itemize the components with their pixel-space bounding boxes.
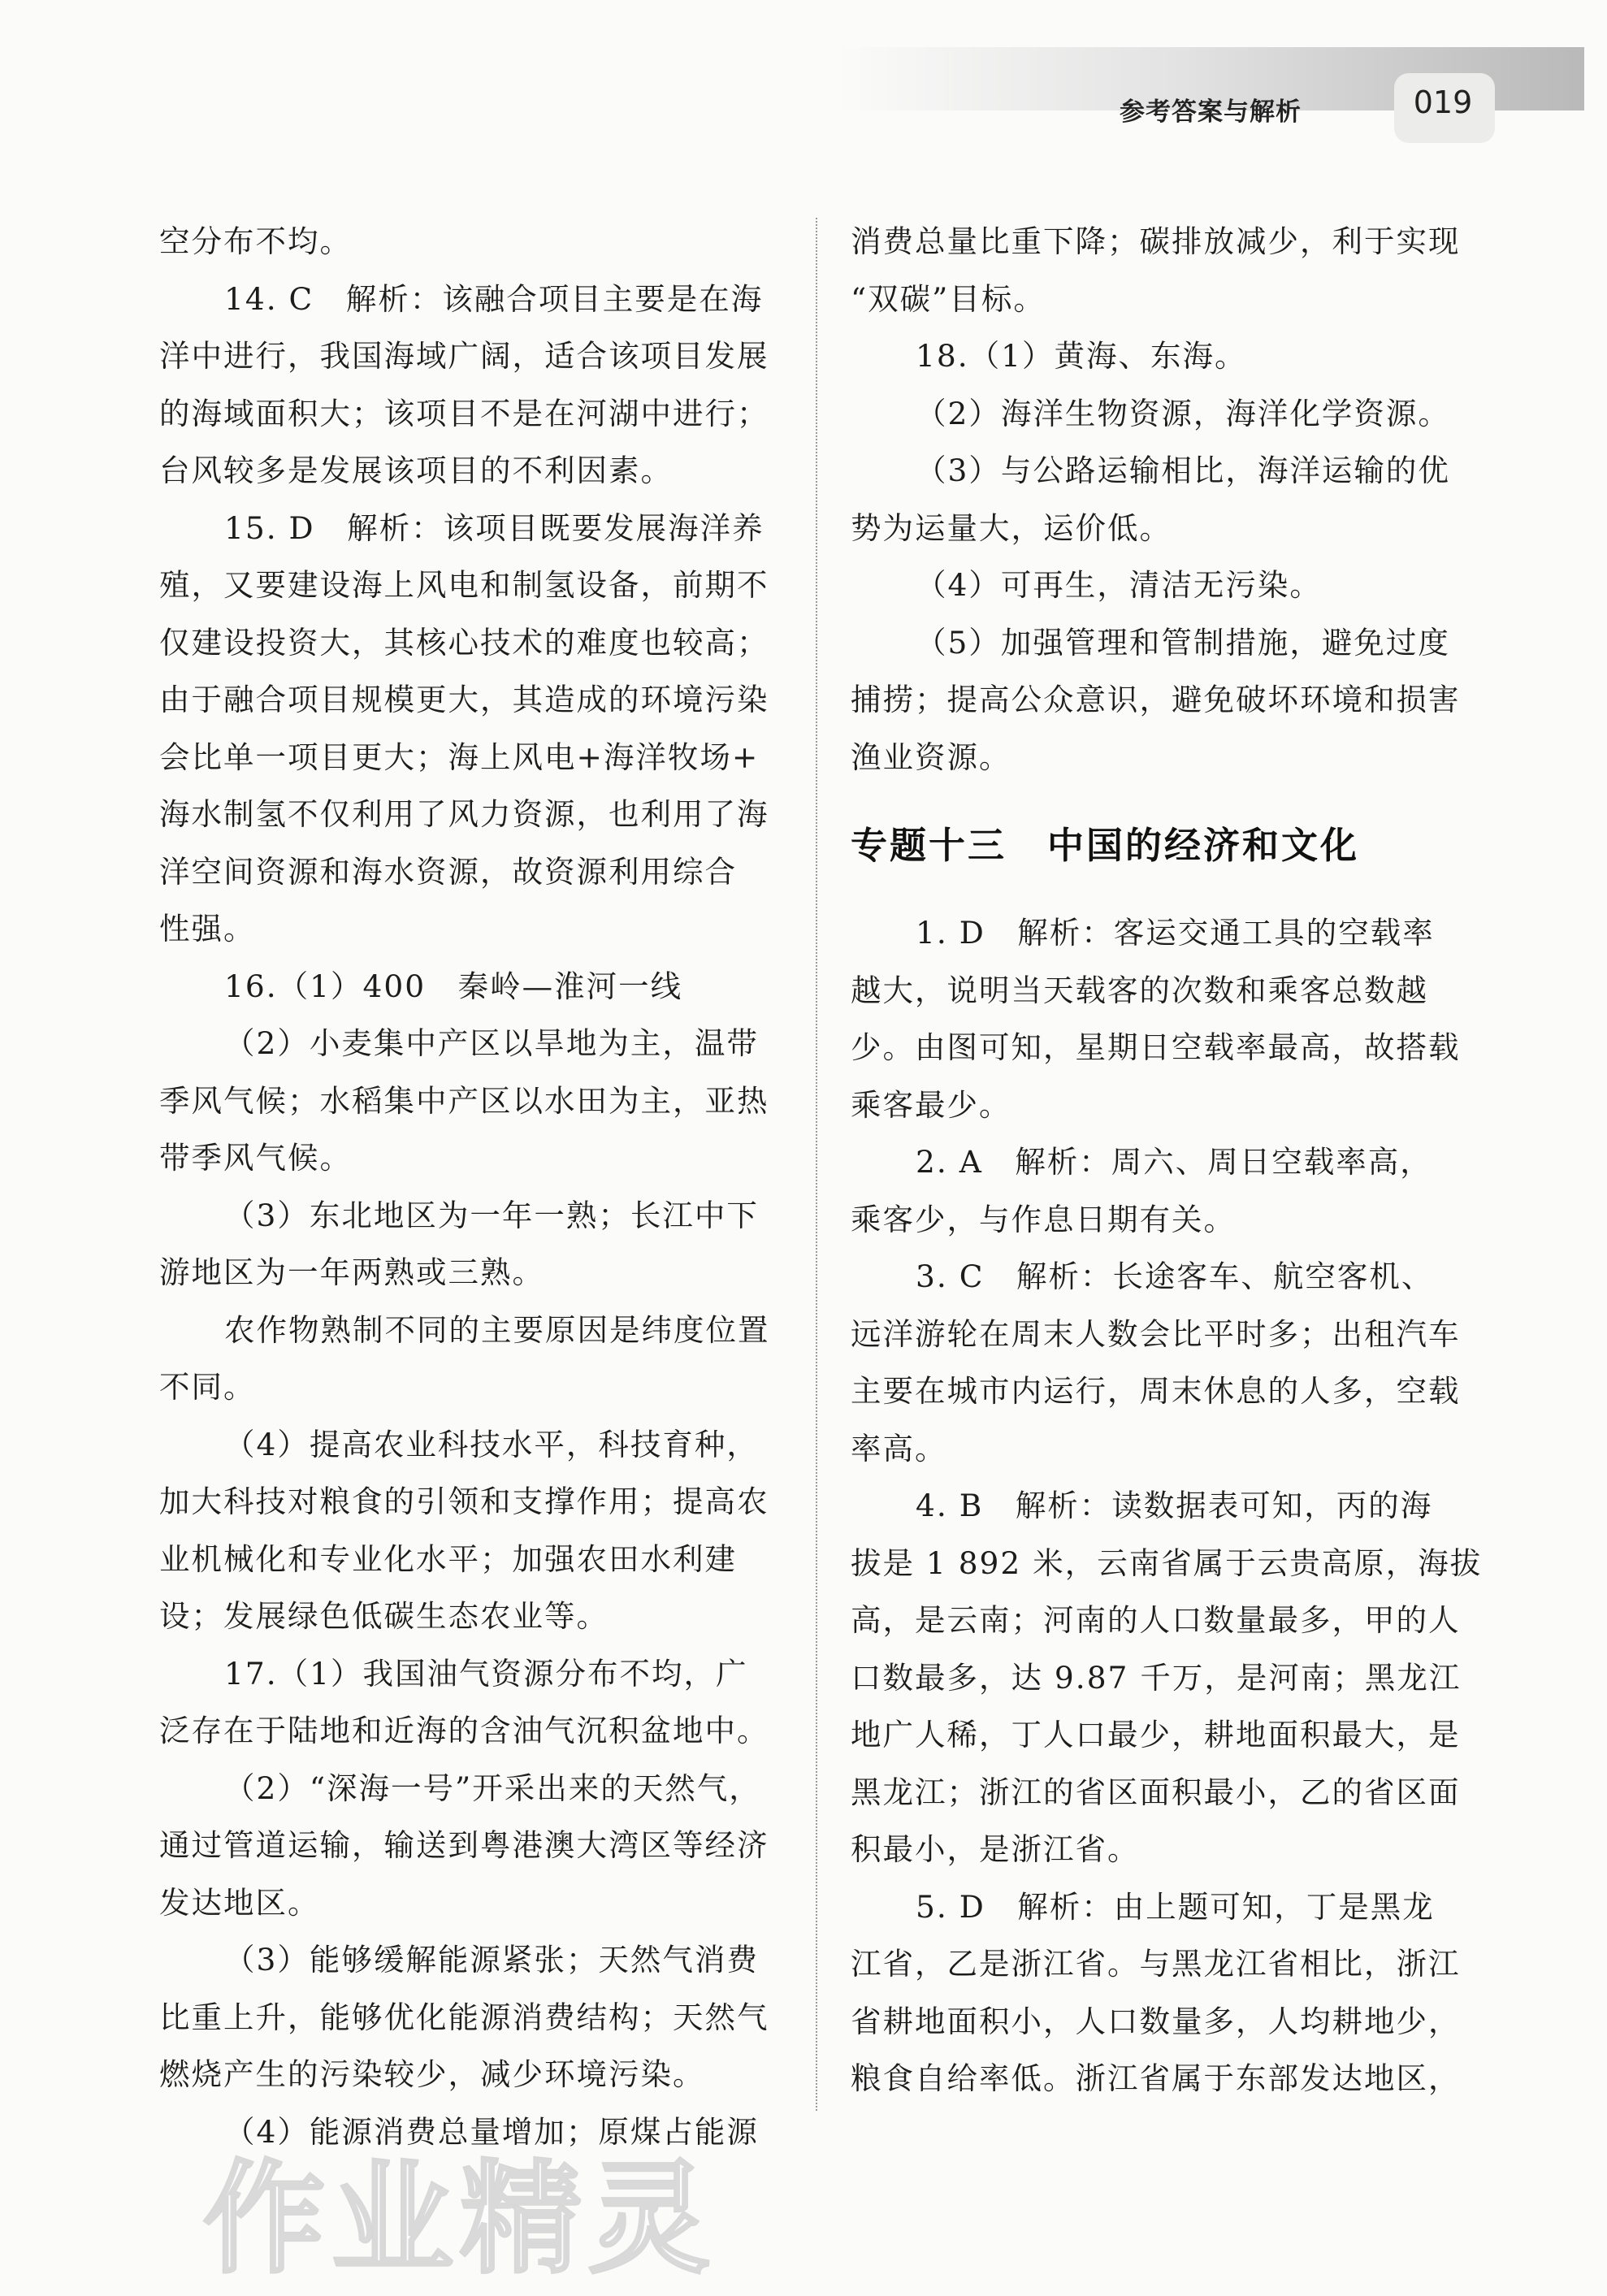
text-line: 5. D 解析：由上题可知，丁是黑龙 bbox=[916, 1888, 1435, 1925]
text-line: （4）能源消费总量增加；原煤占能源 bbox=[224, 2113, 759, 2150]
text-line: 远洋游轮在周末人数会比平时多；出租汽车 bbox=[851, 1315, 1461, 1352]
text-line: （5）加强管理和管制措施，避免过度 bbox=[916, 624, 1450, 661]
text-line: （2）海洋生物资源，海洋化学资源。 bbox=[916, 395, 1450, 431]
text-line: 由于融合项目规模更大，其造成的环境污染 bbox=[159, 682, 769, 717]
text-line: 不同。 bbox=[159, 1369, 256, 1405]
text-line: 洋空间资源和海水资源，故资源利用综合 bbox=[159, 853, 737, 890]
text-line: 海水制氢不仅利用了风力资源，也利用了海 bbox=[159, 796, 769, 832]
section-heading bbox=[851, 807, 1476, 885]
text-line: 高，是云南；河南的人口数量最多，甲的人 bbox=[851, 1602, 1461, 1638]
text-line: 4. B 解析：读数据表可知，丙的海 bbox=[916, 1488, 1433, 1523]
text-line: 主要在城市内运行，周末休息的人多，空载 bbox=[851, 1373, 1461, 1409]
text-line: 设；发展绿色低碳生态农业等。 bbox=[159, 1598, 609, 1634]
text-line: 季风气候；水稻集中产区以水田为主，亚热 bbox=[159, 1082, 769, 1119]
text-line: 燃烧产生的污染较少，减少环境污染。 bbox=[159, 2056, 705, 2092]
text-line: 乘客少，与作息日期有关。 bbox=[851, 1201, 1236, 1237]
left-column bbox=[159, 213, 785, 2160]
text-line: 加大科技对粮食的引领和支撑作用；提高农 bbox=[159, 1484, 769, 1519]
text-line: 殖，又要建设海上风电和制氢设备，前期不 bbox=[159, 567, 769, 603]
text-line: 性强。 bbox=[159, 911, 256, 947]
text-line: 消费总量比重下降；碳排放减少，利于实现 bbox=[851, 223, 1461, 259]
text-line: 越大，说明当天载客的次数和乘客总数越 bbox=[851, 972, 1428, 1008]
text-line: 少。由图可知，星期日空载率最高，故搭载 bbox=[851, 1029, 1461, 1065]
right-column-bottom bbox=[851, 904, 1483, 2108]
text-line: 带季风气候。 bbox=[159, 1140, 352, 1176]
text-line: 渔业资源。 bbox=[851, 739, 1011, 775]
text-line: 积最小，是浙江省。 bbox=[851, 1831, 1140, 1867]
text-line: （2）小麦集中产区以旱地为主，温带 bbox=[224, 1025, 759, 1061]
section-label: 专题十三 bbox=[851, 824, 1007, 867]
text-line: （4）提高农业科技水平，科技育种， bbox=[224, 1426, 759, 1462]
text-line: 口数最多，达 9.87 千万，是河南；黑龙江 bbox=[851, 1659, 1462, 1696]
text-line: 3. C 解析：长途客车、航空客机、 bbox=[916, 1258, 1434, 1294]
text-line: 18.（1）黄海、东海。 bbox=[916, 338, 1247, 374]
text-line: 空分布不均。 bbox=[159, 223, 352, 259]
text-line: 乘客最少。 bbox=[851, 1086, 1011, 1123]
text-line: 省耕地面积小，人口数量多，人均耕地少， bbox=[851, 2003, 1461, 2039]
text-line: 农作物熟制不同的主要原因是纬度位置 bbox=[224, 1311, 770, 1348]
page-number: 019 bbox=[1413, 84, 1473, 120]
text-line: 的海域面积大；该项目不是在河湖中进行； bbox=[159, 395, 769, 431]
text-line: 仅建设投资大，其核心技术的难度也较高； bbox=[159, 624, 769, 661]
text-line: 1. D 解析：客运交通工具的空载率 bbox=[916, 915, 1435, 951]
text-line: 率高。 bbox=[851, 1430, 947, 1466]
text-line: 洋中进行，我国海域广阔，适合该项目发展 bbox=[159, 338, 769, 374]
text-line: 14. C 解析：该融合项目主要是在海 bbox=[224, 280, 764, 317]
right-column bbox=[851, 213, 1483, 2108]
text-line: 通过管道运输，输送到粤港澳大湾区等经济 bbox=[159, 1827, 769, 1863]
section-title: 中国的经济和文化 bbox=[1047, 824, 1360, 867]
text-line: （3）东北地区为一年一熟；长江中下 bbox=[224, 1197, 759, 1233]
running-header-title: 参考答案与解析 bbox=[1120, 97, 1302, 127]
text-line: （3）与公路运输相比，海洋运输的优 bbox=[916, 453, 1450, 488]
text-line: 黑龙江；浙江的省区面积最小，乙的省区面 bbox=[851, 1774, 1461, 1810]
text-line: 粮食自给率低。浙江省属于东部发达地区， bbox=[851, 2060, 1461, 2096]
text-line: （2）“深海一号”开采出来的天然气， bbox=[224, 1770, 761, 1806]
text-line: 泛存在于陆地和近海的含油气沉积盆地中。 bbox=[159, 1713, 769, 1748]
text-line: 地广人稀，丁人口最少，耕地面积最大，是 bbox=[851, 1717, 1461, 1752]
text-line: 势为运量大，运价低。 bbox=[851, 509, 1172, 546]
text-line: （3）能够缓解能源紧张；天然气消费 bbox=[224, 1942, 759, 1978]
watermark: 作业精灵 bbox=[203, 2149, 717, 2290]
text-line: 游地区为一年两熟或三熟。 bbox=[159, 1254, 544, 1290]
text-line: 业机械化和专业化水平；加强农田水利建 bbox=[159, 1540, 737, 1577]
text-line: 江省，乙是浙江省。与黑龙江省相比，浙江 bbox=[851, 1946, 1461, 1982]
text-line: 比重上升，能够优化能源消费结构；天然气 bbox=[159, 1999, 769, 2035]
text-line: 15. D 解析：该项目既要发展海洋养 bbox=[224, 509, 765, 546]
text-line: 捕捞；提高公众意识，避免破坏环境和损害 bbox=[851, 682, 1461, 717]
right-column-top bbox=[851, 213, 1476, 786]
text-line: 台风较多是发展该项目的不利因素。 bbox=[159, 453, 673, 488]
text-line: 17.（1）我国油气资源分布不均，广 bbox=[224, 1655, 748, 1692]
column-divider bbox=[816, 218, 817, 2111]
text-line: 会比单一项目更大；海上风电+海洋牧场+ bbox=[159, 739, 760, 775]
text-line: （4）可再生，清洁无污染。 bbox=[916, 567, 1322, 603]
text-line: 发达地区。 bbox=[159, 1884, 320, 1921]
text-line: “双碳”目标。 bbox=[851, 280, 1046, 317]
text-line: 16.（1）400 秦岭—淮河一线 bbox=[224, 968, 683, 1004]
text-line: 2. A 解析：周六、周日空载率高， bbox=[916, 1144, 1432, 1180]
text-line: 拔是 1 892 米，云南省属于云贵高原，海拔 bbox=[851, 1544, 1483, 1581]
